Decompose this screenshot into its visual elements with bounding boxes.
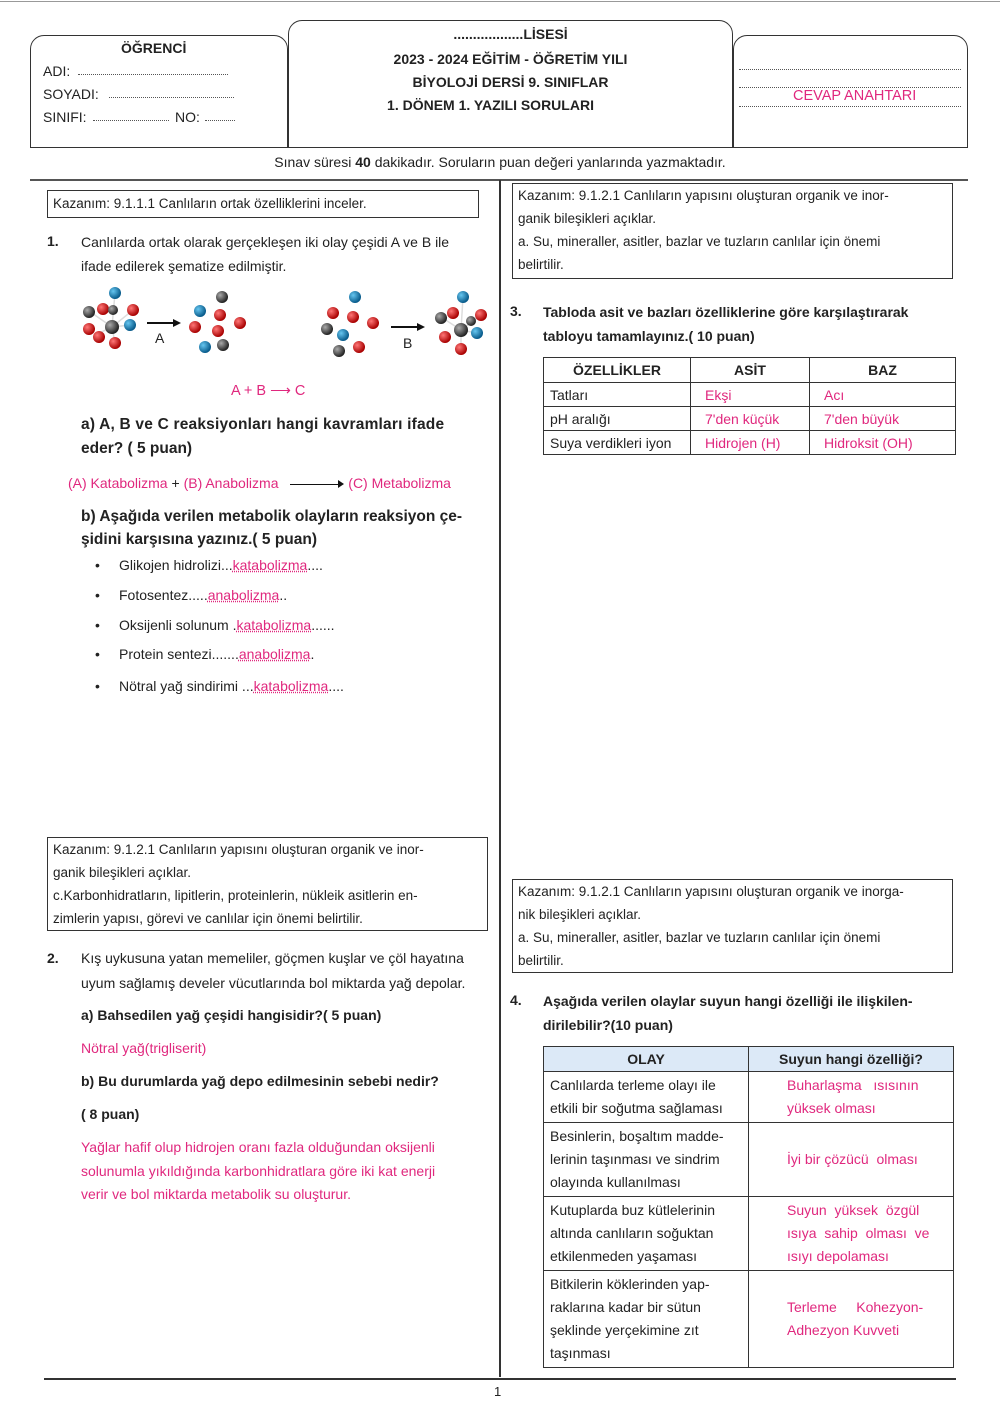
item-label: Oksijenli solunum: [119, 617, 229, 633]
school-line: ..................LİSESİ: [453, 26, 568, 42]
event-line: şeklinde yerçekimine zıt: [550, 1322, 699, 1338]
answer-plus: +: [167, 475, 184, 491]
label-b: B: [403, 335, 413, 351]
table-row: [544, 1072, 954, 1123]
label-a: A: [155, 330, 165, 346]
header-water-property: Suyun hangi özelliği?: [749, 1047, 954, 1072]
dots: .: [310, 646, 315, 662]
right-line-1: [739, 69, 961, 70]
q4-kazanim-line2: nik bileşikleri açıklar.: [518, 907, 642, 922]
q2-kazanim-line1: Kazanım: 9.1.2.1 Canlıların yapısını oluşturan organik ve inor-: [53, 842, 424, 857]
acid-base-table: [543, 357, 956, 455]
q1-kazanim: Kazanım: 9.1.1.1 Canlıların ortak özelliklerini inceler.: [47, 190, 479, 218]
top-rule: [0, 1, 1000, 2]
q2-text-line1: Kış uykusuna yatan memeliler, göçmen kuşlar ve çöl hayatına: [81, 950, 464, 966]
event-line: Kutuplarda buz kütlelerinin: [550, 1202, 715, 1218]
answer-line: ısıyı depolaması: [787, 1248, 889, 1264]
answer-key-box: [733, 35, 968, 148]
cell-answer[interactable]: [749, 1123, 954, 1197]
header-event: OLAY: [544, 1047, 749, 1072]
q3-kazanim-line4: belirtilir.: [518, 257, 564, 272]
table-row: [544, 407, 956, 431]
dots: .......: [211, 646, 239, 662]
exam-note: [0, 154, 1000, 170]
item-label: Protein sentezi: [119, 646, 212, 662]
q1-text-line2: ifade edilerek şematize edilmiştir.: [81, 258, 287, 274]
q1a-answer: [68, 471, 451, 495]
event-line: Bitkilerin köklerinden yap-: [550, 1276, 710, 1292]
q1b-question-line1: b) Aşağıda verilen metabolik olayların reaksiyon çe-: [81, 508, 463, 525]
dots: ...: [238, 678, 254, 694]
q3-kazanim-line2: ganik bileşikleri açıklar.: [518, 211, 657, 226]
event-line: taşınması: [550, 1345, 611, 1361]
q1-formula: A + B ⟶ C: [231, 383, 306, 399]
answer-line: Terleme Kohezyon-: [787, 1299, 924, 1315]
q2a-answer: Nötral yağ(trigliserit): [81, 1040, 207, 1056]
answer-b: (B) Anabolizma: [183, 475, 279, 491]
q2-kazanim-line2: ganik bileşikleri açıklar.: [53, 865, 192, 880]
footer-rule: [44, 1378, 956, 1380]
dots: .: [228, 617, 237, 633]
course-line: BİYOLOJİ DERSİ 9. SINIFLAR: [412, 74, 609, 90]
answer-line: Suyun yüksek özgül: [787, 1202, 920, 1218]
cell-event: [544, 1271, 749, 1368]
answer-line: yüksek olması: [787, 1100, 876, 1116]
item-answer[interactable]: anabolizma: [207, 587, 280, 603]
exam-title-box: [288, 20, 733, 148]
list-item: [119, 587, 287, 603]
answer-line: İyi bir çözücü olması: [787, 1151, 918, 1167]
item-answer[interactable]: anabolizma: [238, 646, 311, 662]
event-line: etkili bir soğutma sağlaması: [550, 1100, 723, 1116]
cell-event: [544, 1197, 749, 1271]
answer-c: (C) Metabolizma: [348, 475, 451, 491]
no-label: NO:: [175, 109, 200, 125]
q2-kazanim: [47, 837, 488, 931]
answer-key-label: CEVAP ANAHTARI: [793, 88, 917, 104]
event-line: olayında kullanılması: [550, 1174, 681, 1190]
exam-note-pre: Sınav süresi: [274, 154, 356, 170]
metabolism-diagram: [75, 285, 505, 365]
cell-answer[interactable]: [749, 1271, 954, 1368]
event-line: altında canlıların soğuktan: [550, 1225, 714, 1241]
q4-kazanim-line1: Kazanım: 9.1.2.1 Canlıların yapısını oluşturan organik ve inorga-: [518, 884, 904, 899]
q4-number: 4.: [510, 992, 522, 1008]
arrow-right-icon: [290, 484, 340, 485]
answer-line: Adhezyon Kuvveti: [787, 1322, 900, 1338]
cell-answer[interactable]: [749, 1072, 954, 1123]
dots: ..: [279, 587, 288, 603]
arrow-right-icon: [147, 319, 181, 327]
right-line-3: [739, 106, 961, 107]
event-line: etkilenmeden yaşaması: [550, 1248, 698, 1264]
cell-answer[interactable]: [749, 1197, 954, 1271]
q4-kazanim-line4: belirtilir.: [518, 953, 564, 968]
answer-line: Buharlaşma ısısının: [787, 1077, 919, 1093]
answer-a: (A) Katabolizma: [68, 475, 168, 491]
class-label: SINIFI:: [43, 109, 87, 125]
dots: ....: [307, 557, 323, 573]
cell-event: [544, 1072, 749, 1123]
q2-number: 2.: [47, 950, 59, 966]
arrow-right-icon: [391, 323, 425, 331]
cell-base[interactable]: Acı: [810, 383, 956, 407]
header-base: BAZ: [810, 358, 956, 383]
cell-event: [544, 1123, 749, 1197]
list-item: [119, 617, 335, 633]
q1-text-line1: Canlılarda ortak olarak gerçekleşen iki olay çeşidi A ve B ile: [81, 234, 450, 250]
header-acid: ASİT: [691, 358, 810, 383]
item-answer[interactable]: katabolizma: [253, 678, 329, 694]
water-properties-table: [543, 1046, 954, 1368]
q2b-question: b) Bu durumlarda yağ depo edilmesinin sebebi nedir?: [81, 1073, 439, 1089]
q2b-answer-line3: verir ve bol miktarda metabolik su oluşturur.: [81, 1186, 351, 1202]
q2-kazanim-line3: c.Karbonhidratların, lipitlerin, proteinlerin, nükleik asitlerin en-: [53, 888, 418, 903]
item-answer[interactable]: katabolizma: [232, 557, 308, 573]
q1-number: 1.: [47, 233, 59, 249]
list-item: [119, 678, 344, 694]
table-row: [544, 1271, 954, 1368]
q4-text-line1: Aşağıda verilen olaylar suyun hangi özelliği ile ilişkilen-: [543, 993, 913, 1009]
year-line: 2023 - 2024 EĞİTİM - ÖĞRETİM YILI: [393, 51, 628, 67]
cell-prop: Suya verdikleri iyon: [544, 431, 691, 455]
cell-base[interactable]: 7'den büyük: [810, 407, 956, 431]
item-label: Nötral yağ sindirimi: [119, 678, 239, 694]
q3-kazanim: [512, 183, 953, 279]
no-field[interactable]: [205, 120, 235, 121]
q2-text-line2: uyum sağlamış develer vücutlarında bol miktarda yağ depolar.: [81, 975, 466, 991]
q4-kazanim-line3: a. Su, mineraller, asitler, bazlar ve tuzların canlılar için önemi: [518, 930, 881, 945]
student-title: ÖĞRENCİ: [121, 40, 187, 56]
surname-field[interactable]: [109, 97, 234, 98]
item-answer[interactable]: katabolizma: [236, 617, 312, 633]
dots: ....: [328, 678, 344, 694]
exam-line: 1. DÖNEM 1. YAZILI SORULARI: [387, 97, 594, 113]
q3-text-line2: tabloyu tamamlayınız.( 10 puan): [543, 328, 755, 344]
q1a-question-line1: a) A, B ve C reaksiyonları hangi kavramları ifade: [81, 416, 445, 433]
cell-base[interactable]: Hidroksit (OH): [810, 431, 956, 455]
event-line: Canlılarda terleme olayı ile: [550, 1077, 716, 1093]
event-line: Besinlerin, boşaltım madde-: [550, 1128, 724, 1144]
cell-prop: pH aralığı: [544, 407, 691, 431]
answer-line: ısıya sahip olması ve: [787, 1225, 930, 1241]
q2-kazanim-line4: zimlerin yapısı, görevi ve canlılar için önemi belirtilir.: [53, 911, 363, 926]
list-item: [119, 646, 314, 662]
surname-label: SOYADI:: [43, 86, 99, 102]
page-number: 1: [494, 1384, 502, 1399]
table-row: [544, 431, 956, 455]
cell-acid[interactable]: Ekşi: [691, 383, 810, 407]
table-row: [544, 1197, 954, 1271]
q2a-question: a) Bahsedilen yağ çeşidi hangisidir?( 5 puan): [81, 1007, 382, 1023]
dots: ......: [311, 617, 335, 633]
cell-acid[interactable]: 7'den küçük: [691, 407, 810, 431]
class-field[interactable]: [93, 120, 169, 121]
q3-kazanim-line3: a. Su, mineraller, asitler, bazlar ve tuzların canlılar için önemi: [518, 234, 881, 249]
cell-acid[interactable]: Hidrojen (H): [691, 431, 810, 455]
name-label: ADI:: [43, 63, 71, 79]
cell-prop: Tatları: [544, 383, 691, 407]
event-line: lerinin taşınması ve sindrim: [550, 1151, 720, 1167]
table-row: [544, 1123, 954, 1197]
item-label: Glikojen hidrolizi: [119, 557, 221, 573]
q1a-question-line2: eder? ( 5 puan): [81, 440, 193, 457]
item-label: Fotosentez: [119, 587, 189, 603]
q2b-answer-line2: solunumla yıkıldığında karbonhidratlara göre iki kat enerji: [81, 1163, 436, 1179]
exam-note-post: dakikadır. Soruların puan değeri yanlarında yazmaktadır.: [370, 154, 726, 170]
table-row: [544, 383, 956, 407]
q3-kazanim-line1: Kazanım: 9.1.2.1 Canlıların yapısını oluşturan organik ve inor-: [518, 188, 889, 203]
student-info-box: [30, 35, 288, 148]
q3-text-line1: Tabloda asit ve bazları özelliklerine göre karşılaştırarak: [543, 304, 909, 320]
dots: .....: [188, 587, 208, 603]
header-properties: ÖZELLİKLER: [544, 358, 691, 383]
q4-text-line2: dirilebilir?(10 puan): [543, 1017, 673, 1033]
q2b-points: ( 8 puan): [81, 1106, 140, 1122]
event-line: raklarına kadar bir sütun: [550, 1299, 701, 1315]
exam-duration: 40: [355, 154, 371, 170]
q4-kazanim: [512, 879, 953, 973]
dots: ...: [220, 557, 233, 573]
q3-number: 3.: [510, 303, 522, 319]
q1b-question-line2: şidini karşısına yazınız.( 5 puan): [81, 531, 318, 548]
list-item: [119, 557, 323, 573]
name-field[interactable]: [78, 74, 228, 75]
q2b-answer-line1: Yağlar hafif olup hidrojen oranı fazla olduğundan oksijenli: [81, 1139, 435, 1155]
